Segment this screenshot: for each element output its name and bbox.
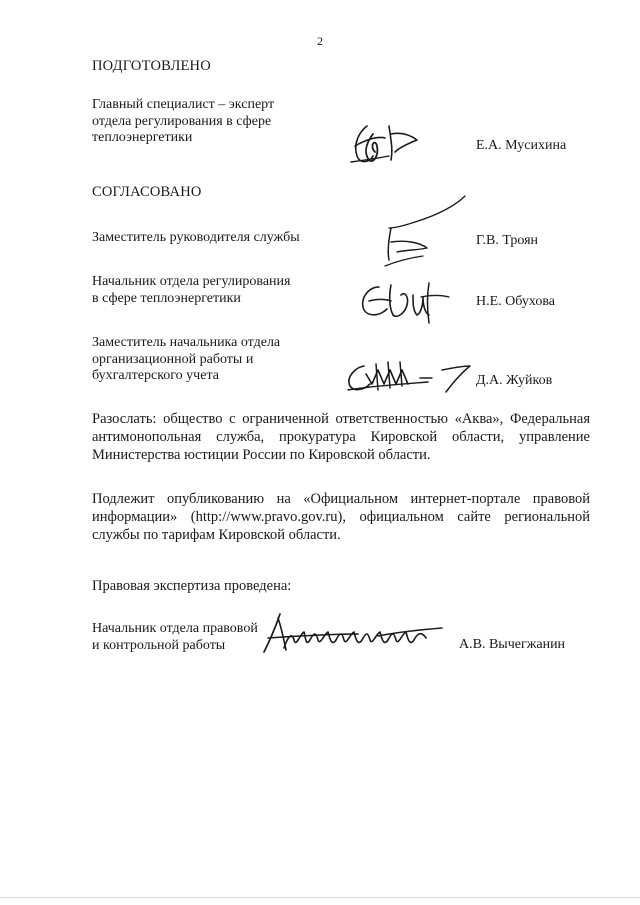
role-line: бухгалтерского учета [92, 368, 219, 383]
legal-review-name: А.В. Вычегжанин [459, 637, 566, 652]
role-line: отдела регулирования в сфере [92, 113, 272, 129]
role-line: Заместитель руководителя службы [92, 230, 300, 245]
role-line: организационной работы и [92, 351, 254, 367]
signer-role [92, 274, 332, 307]
page-number: 2 [317, 34, 323, 48]
prepared-role [92, 97, 332, 147]
signer-name: Д.А. Жуйков [476, 373, 553, 388]
role-line: и контрольной работы [92, 637, 226, 653]
signature-vychegzhanin [258, 610, 448, 658]
prepared-name: Е.А. Мусихина [476, 138, 567, 153]
role-line: Заместитель начальника отдела [92, 335, 281, 350]
signature-zhuikov [342, 356, 478, 396]
publication-paragraph: Подлежит опубликованию на «Официальном интернет-портале правовой информации» (http://www.pravo.gov.ru), официальном сайте региональной службы по тарифам Кировской области. [92, 491, 590, 543]
signer-role [92, 335, 332, 385]
agreed-heading: СОГЛАСОВАНО [92, 184, 202, 200]
role-line: Начальник отдела правовой [92, 621, 258, 636]
signer-name: Г.В. Троян [476, 233, 539, 248]
signer-role [92, 230, 332, 247]
role-line: в сфере теплоэнергетики [92, 290, 241, 306]
role-line: Главный специалист – эксперт [92, 97, 275, 112]
signature-troyan [375, 192, 475, 274]
page-edge-divider [0, 897, 640, 898]
signature-obukhova [355, 275, 455, 325]
signature-musikhina [345, 116, 425, 172]
role-line: теплоэнергетики [92, 130, 193, 145]
role-line: Начальник отдела регулирования [92, 274, 291, 289]
prepared-heading: ПОДГОТОВЛЕНО [92, 58, 211, 74]
distribution-paragraph: Разослать: общество с ограниченной ответственностью «Аква», Федеральная антимонопольная служба, прокуратура Кировской области, управление Министерства юстиции России по Кировской области. [92, 411, 590, 463]
legal-review-heading: Правовая экспертиза проведена: [92, 578, 292, 594]
signer-name: Н.Е. Обухова [476, 294, 555, 309]
